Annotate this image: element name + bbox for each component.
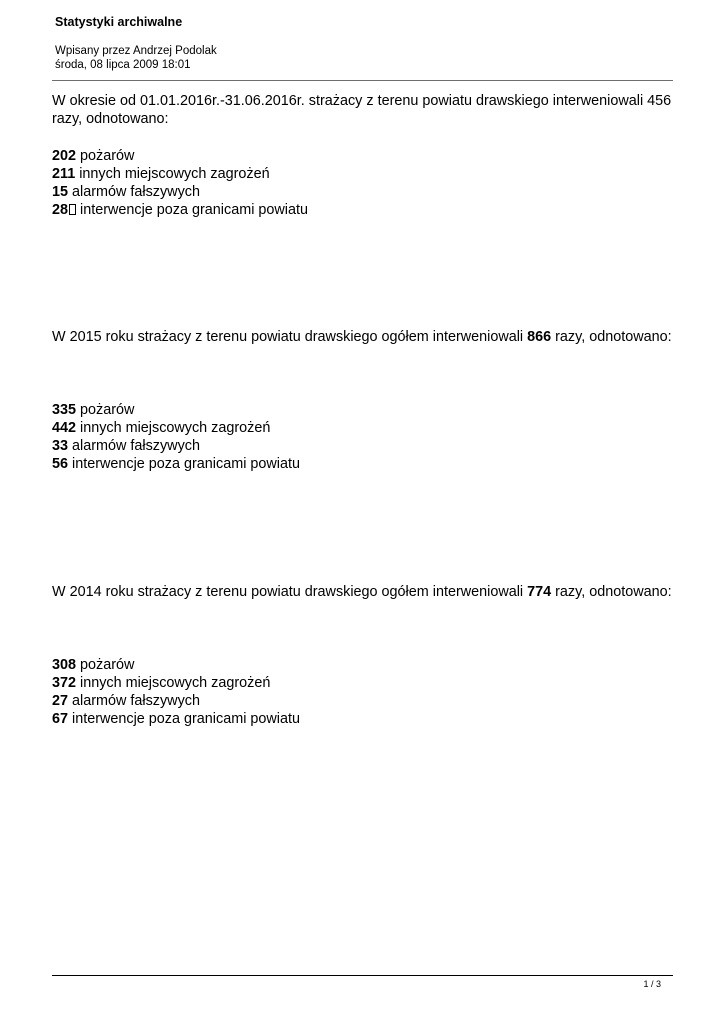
page-title: Statystyki archiwalne bbox=[55, 15, 183, 29]
section-2014-intro bbox=[52, 583, 673, 601]
list-item bbox=[52, 710, 673, 728]
page-number: 1 / 3 bbox=[643, 979, 661, 989]
stat-label: interwencje poza granicami powiatu bbox=[72, 711, 300, 728]
list-item bbox=[52, 674, 673, 692]
section-2016-intro: W okresie od 01.01.2016r.-31.06.2016r. strażacy z terenu powiatu drawskiego interweniowali 456 razy, odnotowano: bbox=[52, 93, 672, 128]
intro-text: W 2014 roku strażacy z terenu powiatu drawskiego ogółem interweniowali bbox=[52, 584, 524, 601]
stat-number: 372 bbox=[52, 674, 77, 691]
list-item bbox=[52, 419, 673, 437]
stat-number: 202 bbox=[52, 147, 77, 164]
stat-label: innych miejscowych zagrożeń bbox=[80, 419, 271, 436]
stat-label: innych miejscowych zagrożeń bbox=[80, 674, 271, 691]
stat-number: 442 bbox=[52, 419, 77, 436]
stat-number: 33 bbox=[52, 438, 69, 455]
section-2015-intro bbox=[52, 328, 673, 346]
section-2015-list bbox=[52, 401, 673, 474]
stat-number: 56 bbox=[52, 456, 69, 473]
missing-glyph-icon bbox=[69, 204, 76, 215]
stat-label: interwencje poza granicami powiatu bbox=[72, 456, 300, 473]
article-meta bbox=[55, 44, 673, 72]
footer-divider bbox=[52, 975, 673, 976]
list-item bbox=[52, 147, 673, 165]
stat-number: 67 bbox=[52, 711, 69, 728]
stat-number: 335 bbox=[52, 401, 77, 418]
document-header bbox=[55, 14, 673, 72]
header-divider bbox=[52, 80, 673, 81]
total-number: 774 bbox=[527, 584, 552, 601]
stat-number: 28 bbox=[52, 202, 69, 219]
stat-number: 211 bbox=[52, 165, 76, 182]
section-2016-list bbox=[52, 147, 673, 220]
stat-label: alarmów fałszywych bbox=[72, 438, 200, 455]
list-item bbox=[52, 437, 673, 455]
stat-number: 27 bbox=[52, 693, 69, 710]
author-line: Wpisany przez Andrzej Podolak bbox=[55, 45, 217, 57]
stat-label: alarmów fałszywych bbox=[72, 693, 200, 710]
list-item bbox=[52, 165, 673, 183]
stat-label: innych miejscowych zagrożeń bbox=[79, 165, 270, 182]
stat-label: pożarów bbox=[80, 401, 135, 418]
intro-text: razy, odnotowano: bbox=[555, 329, 672, 346]
intro-text: razy, odnotowano: bbox=[555, 584, 672, 601]
stat-label: interwencje poza granicami powiatu bbox=[80, 202, 308, 219]
list-item bbox=[52, 455, 673, 473]
section-2014-list bbox=[52, 656, 673, 729]
list-item bbox=[52, 201, 673, 219]
list-item bbox=[52, 183, 673, 201]
list-item bbox=[52, 656, 673, 674]
article-body bbox=[52, 92, 673, 728]
total-number: 866 bbox=[527, 329, 552, 346]
stat-label: alarmów fałszywych bbox=[72, 184, 200, 200]
stat-number: 15 bbox=[52, 184, 69, 200]
stat-number: 308 bbox=[52, 656, 77, 673]
stat-label: pożarów bbox=[80, 656, 135, 673]
stat-label: pożarów bbox=[80, 147, 135, 164]
list-item bbox=[52, 692, 673, 710]
date-line: środa, 08 lipca 2009 18:01 bbox=[55, 59, 191, 71]
intro-text: W 2015 roku strażacy z terenu powiatu drawskiego ogółem interweniowali bbox=[52, 329, 524, 346]
list-item bbox=[52, 401, 673, 419]
